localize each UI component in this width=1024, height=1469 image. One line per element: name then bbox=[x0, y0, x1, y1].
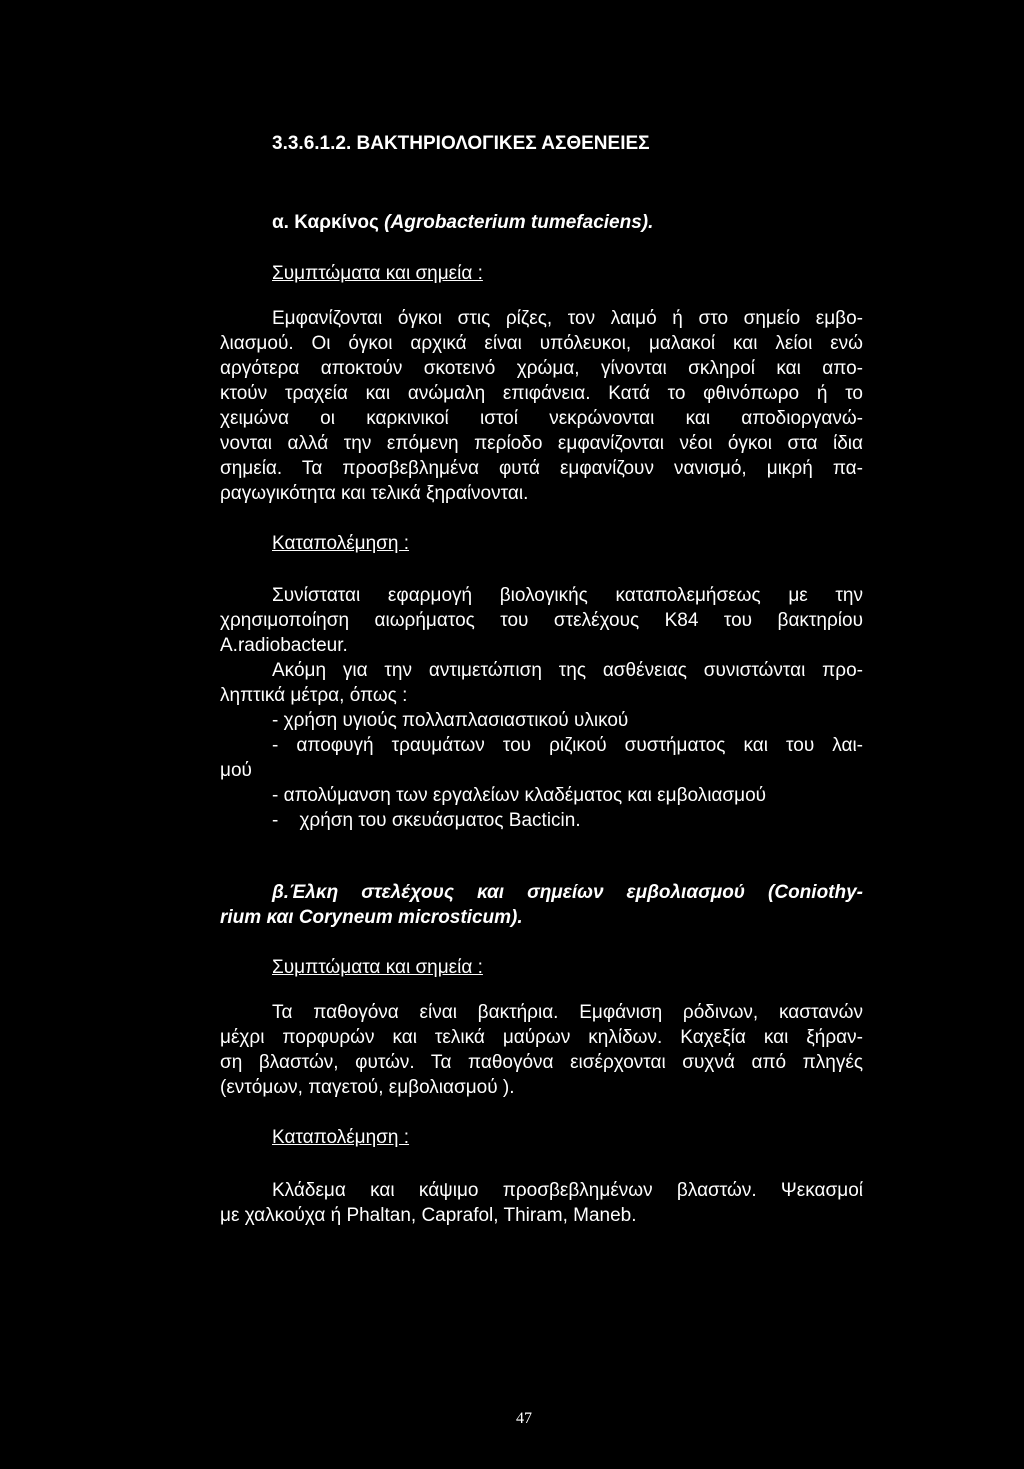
disease-a-prefix: α. Καρκίνος bbox=[272, 212, 385, 233]
section-heading: 3.3.6.1.2. ΒΑΚΤΗΡΙΟΛΟΓΙΚΕΣ ΑΣΘΕΝΕΙΕΣ bbox=[272, 133, 650, 154]
disease-a-control-bullet: - αποφυγή τραυμάτων του ριζικού συστήματος και του λαι- bbox=[272, 735, 863, 756]
disease-a-control-line: ληπτικά μέτρα, όπως : bbox=[220, 685, 408, 706]
disease-b-control-heading: Καταπολέμηση : bbox=[272, 1127, 410, 1148]
disease-a-symptoms-line: κτούν τραχεία και ανώμαλη επιφάνεια. Κατά το φθινόπωρο ή το bbox=[220, 383, 863, 404]
disease-a-control-line: Συνίσταται εφαρμογή βιολογικής καταπολεμήσεως με την bbox=[272, 585, 863, 606]
disease-b-control-line: με χαλκούχα ή Phaltan, Caprafol, Thiram, Maneb. bbox=[220, 1205, 637, 1226]
disease-b-symptoms-line: ση βλαστών, φυτών. Τα παθογόνα εισέρχονται συχνά από πληγές bbox=[220, 1052, 863, 1073]
disease-a-symptoms-heading: Συμπτώματα και σημεία : bbox=[272, 263, 483, 284]
disease-b-symptoms-line: Τα παθογόνα είναι βακτήρια. Εμφάνιση ρόδινων, καστανών bbox=[272, 1002, 863, 1023]
disease-a-control-line: Ακόμη για την αντιμετώπιση της ασθένειας συνιστώνται προ- bbox=[272, 660, 863, 681]
disease-a-control-line: μού bbox=[220, 760, 252, 781]
disease-a-control-bullet: - απολύμανση των εργαλείων κλαδέματος και εμβολιασμού bbox=[272, 785, 767, 806]
disease-a-control-bullet: - χρήση υγιούς πολλαπλασιαστικού υλικού bbox=[272, 710, 629, 731]
disease-b-symptoms-heading: Συμπτώματα και σημεία : bbox=[272, 957, 483, 978]
disease-a-symptoms-line: ραγωγικότητα και τελικά ξηραίνονται. bbox=[220, 483, 529, 504]
disease-a-symptoms-line: νονται αλλά την επόμενη περίοδο εμφανίζονται νέοι όγκοι στα ίδια bbox=[220, 433, 863, 454]
disease-b-symptoms-line: μέχρι πορφυρών και τελικά μαύρων κηλίδων. Καχεξία και ξήραν- bbox=[220, 1027, 863, 1048]
disease-a-symptoms-line: σημεία. Τα προσβεβλημένα φυτά εμφανίζουν νανισμό, μικρή πα- bbox=[220, 458, 863, 479]
disease-a-symptoms-line: αργότερα αποκτούν σκοτεινό χρώμα, γίνονται σκληροί και απο- bbox=[220, 358, 863, 379]
disease-b-title-line: rium και Coryneum microsticum). bbox=[220, 907, 523, 928]
disease-a-symptoms-line: λιασμού. Οι όγκοι αρχικά είναι υπόλευκοι, μαλακοί και λείοι ενώ bbox=[220, 333, 863, 354]
disease-a-control-heading: Καταπολέμηση : bbox=[272, 533, 410, 554]
disease-a-symptoms-line: Εμφανίζονται όγκοι στις ρίζες, τον λαιμό ή στο σημείο εμβο- bbox=[272, 308, 863, 329]
page-number: 47 bbox=[516, 1410, 532, 1427]
disease-a-control-line: χρησιμοποίηση αιωρήματος του στελέχους Κ84 του βακτηρίου bbox=[220, 610, 863, 631]
disease-b-symptoms-line: (εντόμων, παγετού, εμβολιασμού ). bbox=[220, 1077, 515, 1098]
disease-a-control-line: A.radiobacteur. bbox=[220, 635, 348, 656]
disease-b-control-line: Κλάδεμα και κάψιμο προσβεβλημένων βλαστών. Ψεκασμοί bbox=[272, 1180, 863, 1201]
disease-a-pathogen: (Agrobacterium tumefaciens). bbox=[384, 212, 654, 233]
disease-b-title-line: β.Έλκη στελέχους και σημείων εμβολιασμού (Coniothy- bbox=[272, 882, 863, 903]
disease-a-title bbox=[272, 212, 653, 234]
disease-a-symptoms-line: χειμώνα οι καρκινικοί ιστοί νεκρώνονται και αποδιοργανώ- bbox=[220, 408, 863, 429]
disease-a-control-bullet: - χρήση του σκευάσματος Bacticin. bbox=[272, 810, 581, 831]
